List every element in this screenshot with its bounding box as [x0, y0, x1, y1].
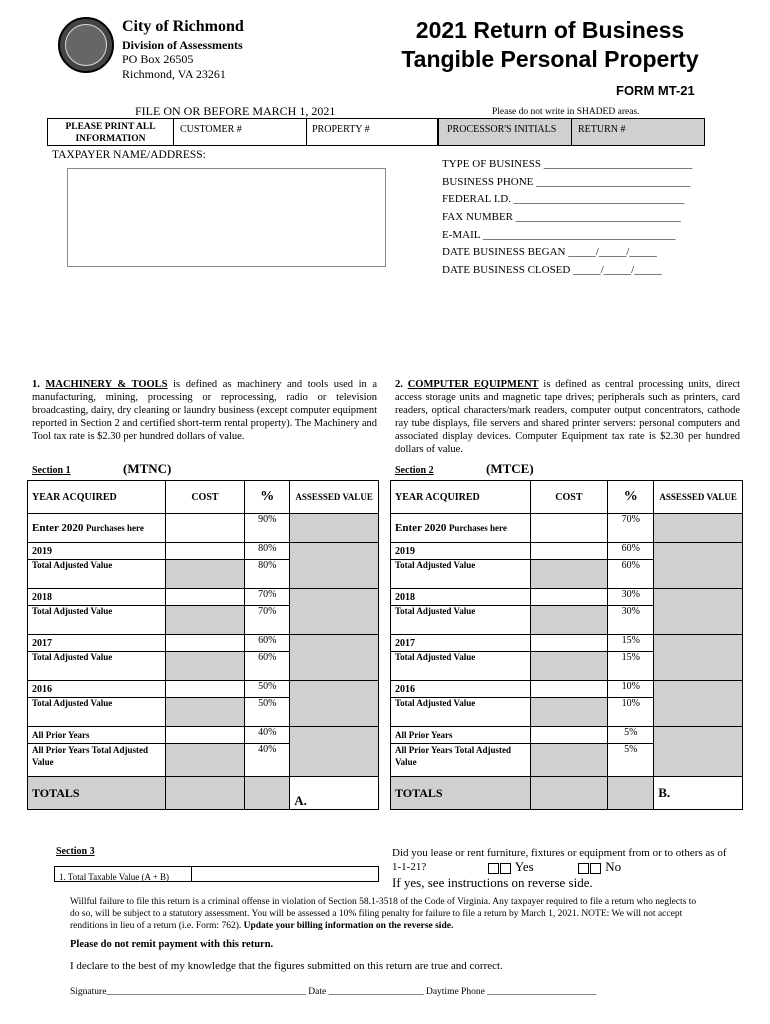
- total-adjusted-label: Total Adjusted Value: [391, 652, 531, 681]
- col-cost-header: COST: [530, 481, 608, 514]
- city-seal-logo: [58, 17, 114, 73]
- property-number-label: PROPERTY #: [312, 124, 370, 135]
- assessed-value-cell: [654, 543, 743, 589]
- year-label: 2019: [391, 543, 531, 560]
- section2-code: (MTCE): [486, 461, 534, 476]
- table-row: [391, 727, 743, 744]
- lease-question: [392, 846, 732, 874]
- section2-description: [395, 378, 740, 456]
- city-name: City of Richmond: [122, 18, 244, 35]
- table-row: [391, 543, 743, 560]
- prior-years-total-label: All Prior Years Total Adjusted Value: [391, 744, 531, 777]
- year-label: 2017: [391, 635, 531, 652]
- total-adjusted-label: Total Adjusted Value: [28, 606, 166, 635]
- pct-value: 90%: [245, 514, 290, 543]
- legal-warning: [70, 896, 700, 932]
- pct-value: 40%: [245, 744, 290, 777]
- return-number-label: RETURN #: [578, 124, 626, 135]
- print-info-cell: [47, 118, 174, 146]
- prior-years-label: All Prior Years: [28, 727, 166, 744]
- pct-value: 10%: [608, 681, 654, 698]
- checkbox-icon: [590, 863, 601, 874]
- checkbox-icon: [488, 863, 499, 874]
- col-assessed-header: ASSESSED VALUE: [290, 481, 379, 514]
- customer-number-label: CUSTOMER #: [180, 124, 242, 135]
- pct-value: 10%: [608, 698, 654, 727]
- section1-code: (MTNC): [123, 461, 172, 476]
- col-pct-header: %: [608, 481, 654, 514]
- cost-input[interactable]: [165, 514, 245, 543]
- lease-instructions: If yes, see instructions on reverse side.: [392, 875, 593, 890]
- pct-value: 50%: [245, 681, 290, 698]
- filing-deadline: FILE ON OR BEFORE MARCH 1, 2021: [135, 104, 336, 118]
- cost-input[interactable]: [530, 635, 608, 652]
- cost-input[interactable]: [165, 589, 245, 606]
- year-label: 2017: [28, 635, 166, 652]
- table-row: [391, 681, 743, 698]
- assessed-value-cell: [290, 681, 379, 727]
- assessed-value-cell: [290, 635, 379, 681]
- city-state: Richmond, VA 23261: [122, 67, 226, 81]
- type-of-business-field[interactable]: TYPE OF BUSINESS ___________________________: [442, 158, 693, 170]
- section2-desc-title: COMPUTER EQUIPMENT: [407, 379, 539, 390]
- enter-year: Enter 2020: [32, 522, 84, 534]
- table-row: [28, 589, 379, 606]
- shaded-cell: [165, 698, 245, 727]
- assessed-value-cell: [290, 514, 379, 543]
- enter-purchases-label: [391, 514, 531, 543]
- pct-value: 50%: [245, 698, 290, 727]
- total-adjusted-label: Total Adjusted Value: [28, 652, 166, 681]
- year-label: 2018: [391, 589, 531, 606]
- total-adjusted-label: Total Adjusted Value: [391, 560, 531, 589]
- total-b-cell[interactable]: [654, 777, 743, 810]
- year-label: 2019: [28, 543, 166, 560]
- section1-label: Section 1: [32, 465, 71, 476]
- update-billing-note: Update your billing information on the reverse side.: [243, 921, 454, 931]
- section2-table: [390, 480, 743, 810]
- section2-desc-text: is defined as central processing units, direct access storage units and magnetic tape drives; peripherals such as printers, card readers, optical characters/mark readers, computer output concentrators, cathode ray tube displays, file servers and shared printer servers: personal computers and associated display devices. Computer Equipment tax rate is $2.30 per hundred dollars of value.: [395, 379, 741, 455]
- table-row: [28, 681, 379, 698]
- shaded-note: Please do not write in SHADED areas.: [492, 107, 640, 117]
- legal-warning-text: Willful failure to file this return is a criminal offense in violation of Section 58.1-3518 of the Code of Virginia. Any taxpayer required to file a return who neglects to do so, will be subject to a statutory assessment. You will be assessed a 10% filing penalty for failure to file a return by March 1, 2021. NOTE: We will not accept renditions in lieu of a return (i.e. Form: 762).: [70, 897, 697, 931]
- section3-label: Section 3: [56, 846, 95, 857]
- assessed-value-cell: [654, 589, 743, 635]
- shaded-cell: [165, 652, 245, 681]
- shaded-cell: [165, 744, 245, 777]
- declaration: I declare to the best of my knowledge that the figures submitted on this return are true and correct.: [70, 960, 503, 972]
- enter-year: Enter 2020: [395, 522, 447, 534]
- pct-value: 80%: [245, 560, 290, 589]
- email-field[interactable]: E-MAIL ___________________________________: [442, 229, 676, 241]
- assessed-value-cell: [654, 514, 743, 543]
- cost-input[interactable]: [530, 681, 608, 698]
- col-year-header: YEAR ACQUIRED: [28, 481, 166, 514]
- lease-yes-option[interactable]: [488, 859, 534, 875]
- pct-value: 80%: [245, 543, 290, 560]
- date-business-began-field[interactable]: DATE BUSINESS BEGAN _____/_____/_____: [442, 246, 657, 258]
- customer-number-field[interactable]: [173, 118, 307, 146]
- pct-value: 70%: [608, 514, 654, 543]
- division-name: Division of Assessments: [122, 38, 243, 52]
- lease-no-option[interactable]: [578, 859, 621, 875]
- pct-value: 60%: [245, 635, 290, 652]
- enter-purchases-label: [28, 514, 166, 543]
- totals-label: TOTALS: [391, 777, 531, 810]
- pct-value: 60%: [608, 543, 654, 560]
- section1-desc-title: MACHINERY & TOOLS: [45, 379, 168, 390]
- shaded-cell: [530, 652, 608, 681]
- section1-description: [32, 378, 377, 443]
- table-row: [28, 514, 379, 543]
- processor-initials-label: PROCESSOR'S INITIALS: [447, 124, 557, 135]
- shaded-cell: [165, 606, 245, 635]
- assessed-value-cell: [290, 543, 379, 589]
- year-label: 2016: [28, 681, 166, 698]
- form-title: [380, 16, 720, 74]
- total-a-cell[interactable]: [290, 777, 379, 810]
- col-assessed-header: ASSESSED VALUE: [654, 481, 743, 514]
- table-header-row: [28, 481, 379, 514]
- pct-value: 60%: [608, 560, 654, 589]
- fax-number-field[interactable]: FAX NUMBER ______________________________: [442, 211, 681, 223]
- taxpayer-address-box[interactable]: [67, 168, 386, 267]
- shaded-cell: [530, 560, 608, 589]
- shaded-cell: [165, 777, 245, 810]
- pct-value: 70%: [245, 606, 290, 635]
- total-adjusted-label: Total Adjusted Value: [28, 560, 166, 589]
- checkbox-icon: [500, 863, 511, 874]
- pct-value: 30%: [608, 606, 654, 635]
- section1-desc-text: is defined as machinery and tools used in a manufacturing, mining, processing or reprocessing, radio or television broadcasting, dairy, dry cleaning or laundry business (except computer equipment reported in Section 2 and certified short-term rental property). The Machinery and Tool tax rate is $2.30 per hundred dollars of value.: [32, 379, 378, 442]
- processor-initials-field: [438, 118, 572, 146]
- cost-input[interactable]: [530, 727, 608, 744]
- total-b-letter: B.: [658, 785, 671, 800]
- col-cost-header: COST: [165, 481, 245, 514]
- section2-desc-num: 2.: [395, 379, 403, 390]
- totals-row: [28, 777, 379, 810]
- business-phone-field[interactable]: BUSINESS PHONE ____________________________: [442, 176, 691, 188]
- cost-input[interactable]: [165, 635, 245, 652]
- taxpayer-label: TAXPAYER NAME/ADDRESS:: [52, 149, 206, 161]
- total-taxable-value-input[interactable]: [191, 866, 379, 882]
- lease-question-text: Did you lease or rent furniture, fixtures or equipment from or to others as of 1-1-21?: [392, 847, 727, 873]
- assessed-value-cell: [654, 635, 743, 681]
- lease-yes-label: Yes: [514, 859, 534, 874]
- print-info-label: PLEASE PRINT ALL INFORMATION: [65, 122, 156, 144]
- pct-value: 40%: [245, 727, 290, 744]
- table-row: [391, 635, 743, 652]
- remit-note: Please do not remit payment with this return.: [70, 939, 274, 950]
- section1-desc-num: 1.: [32, 379, 40, 390]
- prior-years-label: All Prior Years: [391, 727, 531, 744]
- date-business-closed-field[interactable]: DATE BUSINESS CLOSED _____/_____/_____: [442, 264, 662, 276]
- checkbox-icon: [578, 863, 589, 874]
- table-row: [28, 635, 379, 652]
- table-row: [28, 727, 379, 744]
- pct-value: 15%: [608, 652, 654, 681]
- total-taxable-label: 1. Total Taxable Value (A + B): [59, 872, 170, 882]
- prior-years-total-label: All Prior Years Total Adjusted Value: [28, 744, 166, 777]
- total-a-letter: A.: [294, 793, 307, 808]
- cost-input[interactable]: [530, 514, 608, 543]
- shaded-cell: [608, 777, 654, 810]
- table-row: [391, 589, 743, 606]
- lease-no-label: No: [605, 859, 622, 874]
- totals-label: TOTALS: [28, 777, 166, 810]
- year-label: 2018: [28, 589, 166, 606]
- total-adjusted-label: Total Adjusted Value: [391, 698, 531, 727]
- assessed-value-cell: [290, 727, 379, 777]
- assessed-value-cell: [654, 681, 743, 727]
- enter-purchases-text: Purchases here: [85, 523, 144, 533]
- cost-input[interactable]: [165, 681, 245, 698]
- table-header-row: [391, 481, 743, 514]
- federal-id-field[interactable]: FEDERAL I.D. _______________________________: [442, 193, 685, 205]
- cost-input[interactable]: [530, 543, 608, 560]
- po-box: PO Box 26505: [122, 52, 194, 66]
- form-title-line2: Tangible Personal Property: [401, 46, 699, 72]
- section1-table: [27, 480, 379, 810]
- shaded-cell: [530, 698, 608, 727]
- pct-value: 15%: [608, 635, 654, 652]
- total-adjusted-label: Total Adjusted Value: [28, 698, 166, 727]
- cost-input[interactable]: [530, 589, 608, 606]
- pct-value: 30%: [608, 589, 654, 606]
- shaded-cell: [165, 560, 245, 589]
- form-number: FORM MT-21: [616, 83, 695, 98]
- col-pct-header: %: [245, 481, 290, 514]
- enter-purchases-text: Purchases here: [448, 523, 507, 533]
- assessed-value-cell: [290, 589, 379, 635]
- cost-input[interactable]: [165, 543, 245, 560]
- shaded-cell: [530, 744, 608, 777]
- signature-line[interactable]: Signature__________________________________________ Date ____________________ Daytime Phone _______________________: [70, 987, 597, 997]
- col-year-header: YEAR ACQUIRED: [391, 481, 531, 514]
- shaded-cell: [530, 777, 608, 810]
- pct-value: 5%: [608, 727, 654, 744]
- assessed-value-cell: [654, 727, 743, 777]
- total-taxable-value-field[interactable]: [54, 866, 192, 882]
- year-label: 2016: [391, 681, 531, 698]
- pct-value: 60%: [245, 652, 290, 681]
- table-row: [28, 543, 379, 560]
- pct-value: 5%: [608, 744, 654, 777]
- totals-row: [391, 777, 743, 810]
- table-row: [391, 514, 743, 543]
- shaded-cell: [245, 777, 290, 810]
- property-number-field[interactable]: [306, 118, 438, 146]
- cost-input[interactable]: [165, 727, 245, 744]
- shaded-cell: [530, 606, 608, 635]
- pct-value: 70%: [245, 589, 290, 606]
- section2-label: Section 2: [395, 465, 434, 476]
- form-title-line1: 2021 Return of Business: [415, 17, 685, 43]
- total-adjusted-label: Total Adjusted Value: [391, 606, 531, 635]
- return-number-field: [571, 118, 705, 146]
